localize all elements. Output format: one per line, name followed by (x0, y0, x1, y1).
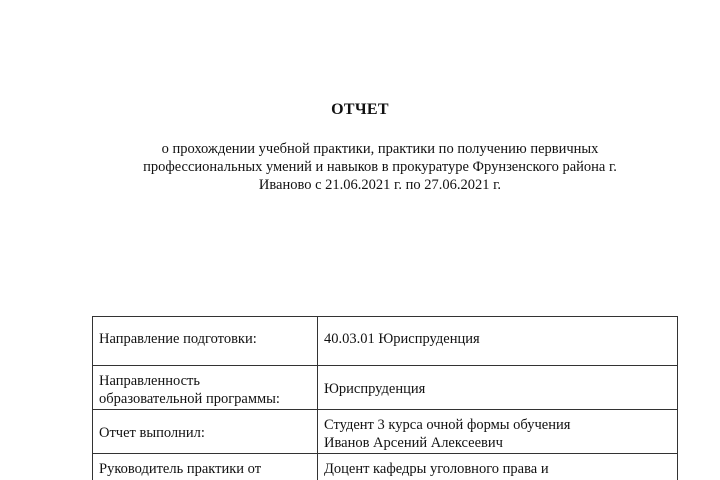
report-subtitle (100, 140, 660, 194)
cell-text: Руководитель практики от (99, 461, 262, 477)
cell-text: 40.03.01 Юриспруденция (324, 331, 480, 347)
row-label-focus (93, 366, 318, 410)
row-value-supervisor (318, 454, 678, 480)
subtitle-line-3: Иваново с 21.06.2021 г. по 27.06.2021 г. (258, 177, 502, 193)
table-row (93, 410, 678, 454)
report-title: ОТЧЕТ (331, 101, 389, 118)
table-row (93, 317, 678, 366)
cell-text: Иванов Арсений Алексеевич (324, 435, 503, 451)
cell-text: Студент 3 курса очной формы обучения (324, 417, 571, 433)
row-value-direction (318, 317, 678, 366)
row-label-supervisor (93, 454, 318, 480)
row-value-focus (318, 366, 678, 410)
cell-text: Доцент кафедры уголовного права и (324, 461, 549, 477)
table-row (93, 366, 678, 410)
subtitle-line-2: профессиональных умений и навыков в прокуратуре Фрунзенского района г. (143, 159, 617, 175)
cell-text: Юриспруденция (324, 381, 426, 397)
subtitle-line-1: о прохождении учебной практики, практики по получению первичных (161, 141, 599, 157)
row-label-direction (93, 317, 318, 366)
cell-text: Отчет выполнил: (99, 425, 205, 441)
info-table (92, 316, 678, 480)
row-label-author (93, 410, 318, 454)
row-value-author (318, 410, 678, 454)
cell-text: Направленность (99, 373, 201, 389)
cell-text: Направление подготовки: (99, 331, 257, 347)
table-row (93, 454, 678, 480)
cell-text: образовательной программы: (99, 391, 280, 407)
